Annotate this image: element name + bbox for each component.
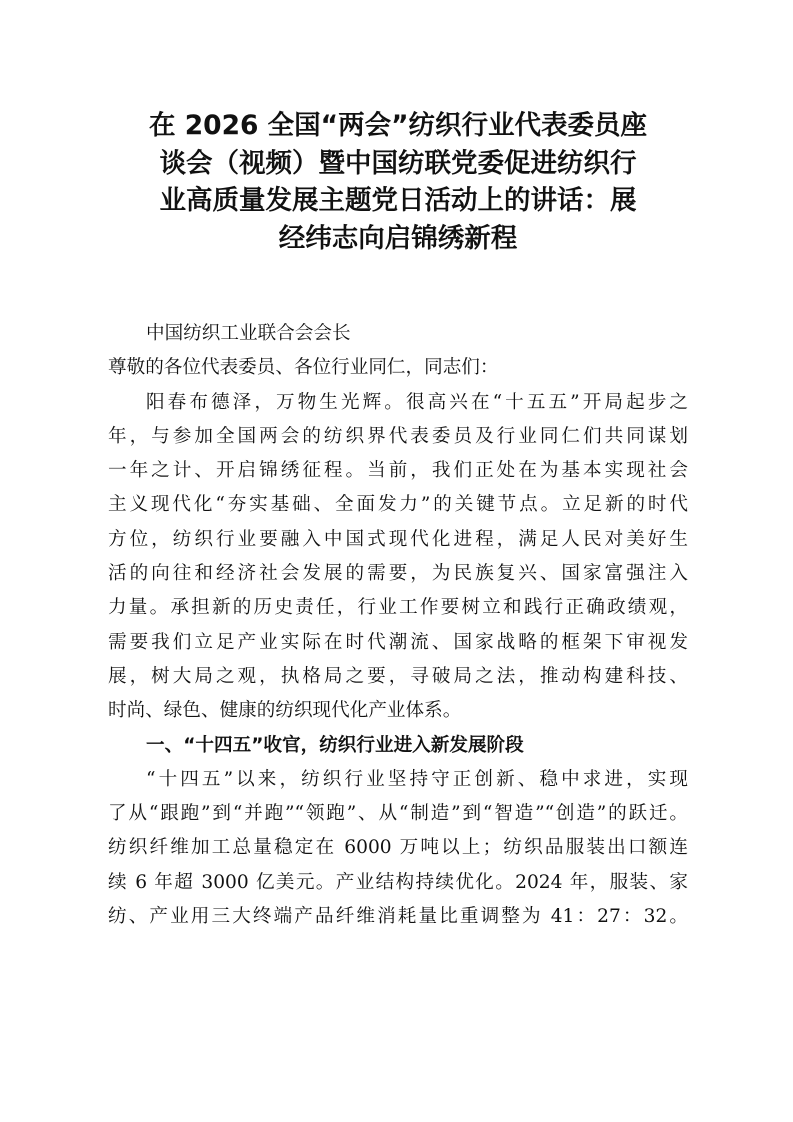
paragraph-line: “十四五”以来，纺织行业坚持守正创新、稳中求进，实现 [146,768,688,790]
document-body [108,317,688,934]
salutation: 尊敬的各位代表委员、各位行业同仁，同志们： [108,357,499,379]
paragraph-line: 纺织纤维加工总量稳定在 6000 万吨以上；纺织品服装出口额连 [108,837,688,859]
paragraph-line: 力量。承担新的历史责任，行业工作要树立和践行正确政绩观， [108,597,688,619]
title-line: 谈会（视频）暨中国纺联党委促进纺织行 [159,147,637,179]
paragraph-2 [108,763,688,934]
paragraph-line: 一年之计、开启锦绣征程。当前，我们正处在为基本实现社会 [108,460,688,482]
paragraph-line: 活的向往和经济社会发展的需要，为民族复兴、国家富强注入 [108,563,688,585]
paragraph-line: 年，与参加全国两会的纺织界代表委员及行业同仁们共同谋划 [108,425,688,447]
paragraph-line: 方位，纺织行业要融入中国式现代化进程，满足人民对美好生 [108,528,688,550]
document-title [108,107,688,257]
title-line: 经纬志向启锦绣新程 [278,222,518,254]
section-heading: 一、“十四五”收官，纺织行业进入新发展阶段 [146,734,524,756]
title-line: 业高质量发展主题党日活动上的讲话：展 [159,185,637,216]
author-line: 中国纺织工业联合会会长 [146,323,351,344]
paragraph-line: 主义现代化“夯实基础、全面发力”的关键节点。立足新的时代 [108,494,688,516]
paragraph-line: 时尚、绿色、健康的纺织现代化产业体系。 [108,700,462,722]
paragraph-1 [108,386,688,729]
paragraph-line: 了从“跟跑”到“并跑”“领跑”、从“制造”到“智造”“创造”的跃迁。 [108,803,688,825]
paragraph-line: 纺、产业用三大终端产品纤维消耗量比重调整为 41：27：32。 [108,906,688,928]
paragraph-line: 展，树大局之观，执格局之要，寻破局之法，推动构建科技、 [108,665,688,687]
paragraph-line: 需要我们立足产业实际在时代潮流、国家战略的框架下审视发 [108,631,688,653]
paragraph-line: 阳春布德泽，万物生光辉。很高兴在“十五五”开局起步之 [146,391,688,413]
paragraph-line: 续 6 年超 3000 亿美元。产业结构持续优化。2024 年，服装、家 [108,871,688,893]
title-line: 在 2026 全国“两会”纺织行业代表委员座 [148,110,648,141]
